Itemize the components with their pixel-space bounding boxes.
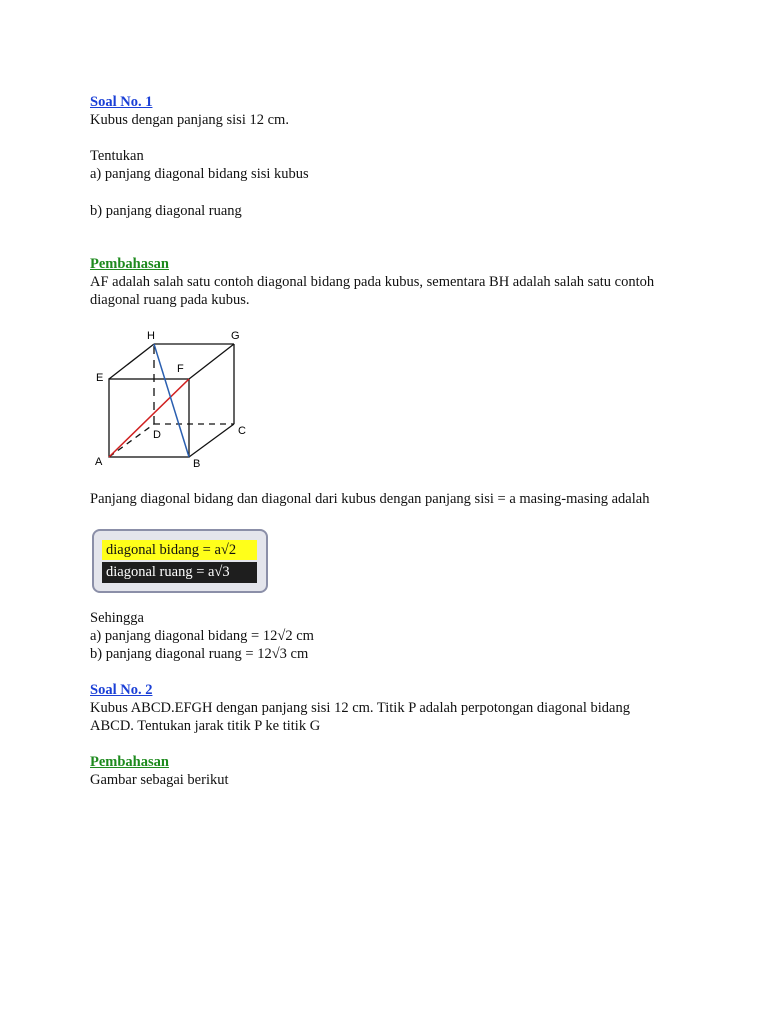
hasil-part-a: a) panjang diagonal bidang = 12√2 cm [90, 628, 314, 644]
edge-bc [189, 424, 234, 457]
pembahasan-2-heading[interactable]: Pembahasan [90, 754, 169, 770]
edge-fg [189, 344, 234, 379]
soal-2-text-2: ABCD. Tentukan jarak titik P ke titik G [90, 718, 321, 734]
label-e: E [96, 372, 104, 384]
pembahasan-1-text-1: AF adalah salah satu contoh diagonal bidang pada kubus, sementara BH adalah salah satu contoh [90, 274, 655, 290]
formula-box [92, 529, 268, 593]
formula-diagonal-ruang: diagonal ruang = a√3 [102, 562, 257, 583]
label-d: D [153, 429, 161, 441]
label-g: G [231, 330, 240, 342]
pembahasan-2-text: Gambar sebagai berikut [90, 772, 229, 788]
hasil-part-b: b) panjang diagonal ruang = 12√3 cm [90, 646, 309, 662]
soal-1-instruction: Tentukan [90, 148, 144, 164]
edge-ad [109, 424, 154, 457]
rumus-intro: Panjang diagonal bidang dan diagonal dari kubus dengan panjang sisi = a masing-masing adalah [90, 491, 650, 507]
label-c: C [238, 425, 246, 437]
hasil-intro: Sehingga [90, 610, 144, 626]
cube-diagram [90, 326, 260, 476]
soal-1-text: Kubus dengan panjang sisi 12 cm. [90, 112, 289, 128]
pembahasan-1-heading[interactable]: Pembahasan [90, 256, 169, 272]
soal-2-heading[interactable]: Soal No. 2 [90, 682, 153, 698]
pembahasan-1-text-2: diagonal ruang pada kubus. [90, 292, 250, 308]
soal-1-heading[interactable]: Soal No. 1 [90, 94, 153, 110]
label-a: A [95, 456, 103, 468]
edge-eh [109, 344, 154, 379]
soal-2-text-1: Kubus ABCD.EFGH dengan panjang sisi 12 cm. Titik P adalah perpotongan diagonal bidang [90, 700, 630, 716]
soal-1-part-a: a) panjang diagonal bidang sisi kubus [90, 166, 309, 182]
label-h: H [147, 330, 155, 342]
formula-diagonal-bidang: diagonal bidang = a√2 [102, 540, 257, 560]
label-f: F [177, 363, 184, 375]
soal-1-part-b: b) panjang diagonal ruang [90, 203, 242, 219]
label-b: B [193, 458, 201, 470]
